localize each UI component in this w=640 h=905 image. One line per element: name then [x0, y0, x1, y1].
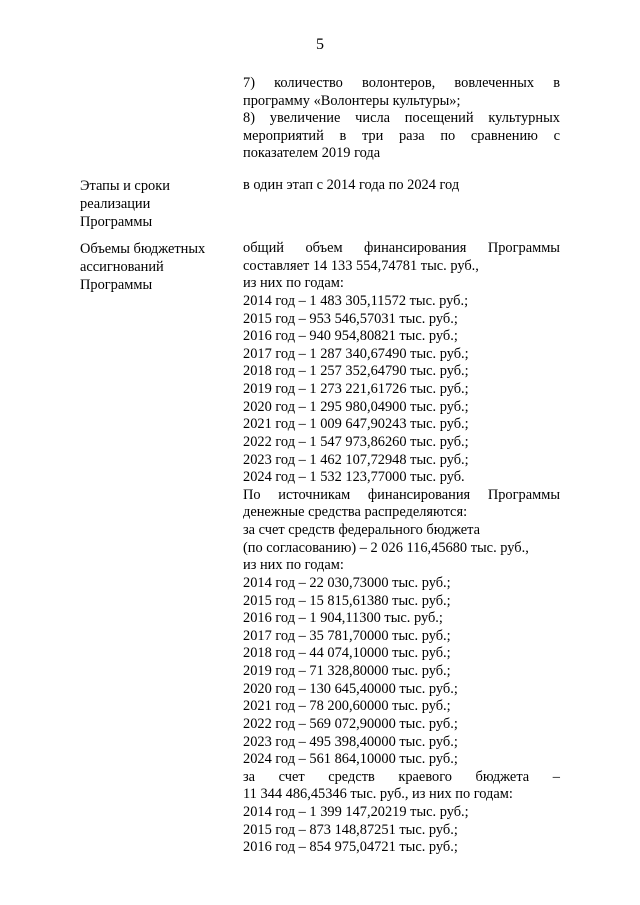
- budget-label: [80, 240, 230, 294]
- word: Программы: [487, 486, 560, 503]
- word: финансирования: [364, 240, 467, 256]
- text-line: 2016 год – 854 975,04721 тыс. руб.;: [243, 839, 458, 856]
- text-line: [243, 769, 560, 787]
- text-line: из них по годам:: [243, 557, 344, 574]
- text-line: 2016 год – 940 954,80821 тыс. руб.;: [243, 328, 458, 345]
- text-line: 2023 год – 1 462 107,72948 тыс. руб.;: [243, 451, 469, 468]
- text-line: 2014 год – 1 399 147,20219 тыс. руб.;: [243, 804, 469, 820]
- text-line: 2024 год – 1 532 123,77000 тыс. руб.: [243, 469, 465, 486]
- word: –: [552, 768, 560, 785]
- word: вовлеченных: [454, 75, 535, 91]
- word: с: [553, 127, 560, 144]
- text-line: Программы: [80, 214, 153, 230]
- word: краевого: [398, 768, 452, 785]
- text-line: 2022 год – 1 547 973,86260 тыс. руб.;: [243, 433, 469, 450]
- text-line: [243, 487, 560, 505]
- text-line: 11 344 486,45346 тыс. руб., из них по годам:: [243, 786, 513, 803]
- word: По: [243, 486, 261, 503]
- word: за: [243, 768, 256, 785]
- indicators-text: [243, 75, 560, 163]
- word: увеличение: [269, 110, 341, 127]
- text-line: Этапы и сроки: [80, 178, 170, 194]
- text-line: 2016 год – 1 904,11300 тыс. руб.;: [243, 610, 443, 627]
- text-line: [243, 128, 560, 146]
- text-line: 2014 год – 1 483 305,11572 тыс. руб.;: [243, 292, 469, 309]
- text-line: 2020 год – 130 645,40000 тыс. руб.;: [243, 680, 458, 697]
- word: счет: [278, 768, 305, 785]
- text-line: реализации: [80, 196, 151, 212]
- word: раза: [398, 127, 425, 144]
- word: объем: [305, 240, 343, 256]
- budget-text: [243, 240, 560, 857]
- word: культурных: [488, 110, 560, 127]
- word: 8): [243, 110, 255, 127]
- word: 7): [243, 75, 255, 91]
- word: средств: [328, 768, 375, 785]
- text-line: 2017 год – 1 287 340,67490 тыс. руб.;: [243, 345, 469, 362]
- text-line: 2023 год – 495 398,40000 тыс. руб.;: [243, 733, 458, 750]
- text-line: Программы: [80, 277, 153, 293]
- word: финансирования: [367, 486, 471, 503]
- word: источникам: [278, 486, 351, 503]
- word: в: [553, 75, 560, 91]
- text-line: 2017 год – 35 781,70000 тыс. руб.;: [243, 627, 451, 644]
- text-line: 2014 год – 22 030,73000 тыс. руб.;: [243, 574, 451, 591]
- word: Программы: [487, 240, 560, 256]
- word: количество: [274, 75, 343, 91]
- word: бюджета: [475, 768, 530, 785]
- text-line: 2015 год – 15 815,61380 тыс. руб.;: [243, 592, 451, 609]
- text-line: 2024 год – 561 864,10000 тыс. руб.;: [243, 751, 458, 768]
- text-line: 2015 год – 953 546,57031 тыс. руб.;: [243, 310, 458, 327]
- text-line: 2020 год – 1 295 980,04900 тыс. руб.;: [243, 398, 469, 415]
- text-line: 2019 год – 1 273 221,61726 тыс. руб.;: [243, 381, 469, 397]
- text-line: программу «Волонтеры культуры»;: [243, 92, 461, 109]
- text-line: 2018 год – 1 257 352,64790 тыс. руб.;: [243, 363, 469, 380]
- word: мероприятий: [243, 127, 324, 144]
- text-line: (по согласованию) – 2 026 116,45680 тыс. руб.,: [243, 539, 529, 556]
- text-line: 2021 год – 1 009 647,90243 тыс. руб.;: [243, 416, 469, 433]
- text-line: составляет 14 133 554,74781 тыс. руб.,: [243, 257, 479, 274]
- word: общий: [243, 240, 285, 256]
- text-line: ассигнований: [80, 259, 164, 275]
- word: три: [361, 127, 384, 144]
- text-line: 2018 год – 44 074,10000 тыс. руб.;: [243, 645, 451, 662]
- text-line: денежные средства распределяются:: [243, 504, 468, 521]
- stages-value: в один этап с 2014 года по 2024 год: [243, 177, 460, 193]
- word: числа: [355, 110, 391, 127]
- text-line: 2022 год – 569 072,90000 тыс. руб.;: [243, 715, 458, 732]
- word: посещений: [404, 110, 474, 127]
- text-line: 2015 год – 873 148,87251 тыс. руб.;: [243, 821, 458, 838]
- text-line: Объемы бюджетных: [80, 241, 206, 257]
- text-line: показателем 2019 года: [243, 145, 381, 162]
- text-line: за счет средств федерального бюджета: [243, 522, 481, 538]
- text-line: 2019 год – 71 328,80000 тыс. руб.;: [243, 663, 451, 679]
- word: по: [440, 127, 456, 144]
- page-number: 5: [316, 36, 324, 53]
- word: волонтеров,: [362, 75, 436, 91]
- text-line: [243, 240, 560, 258]
- word: в: [339, 127, 347, 144]
- stages-label: [80, 177, 230, 231]
- stages-text: [243, 177, 560, 195]
- text-line: [243, 110, 560, 128]
- text-line: из них по годам:: [243, 275, 344, 292]
- text-line: 2021 год – 78 200,60000 тыс. руб.;: [243, 698, 451, 715]
- word: сравнению: [470, 127, 538, 144]
- text-line: [243, 75, 560, 93]
